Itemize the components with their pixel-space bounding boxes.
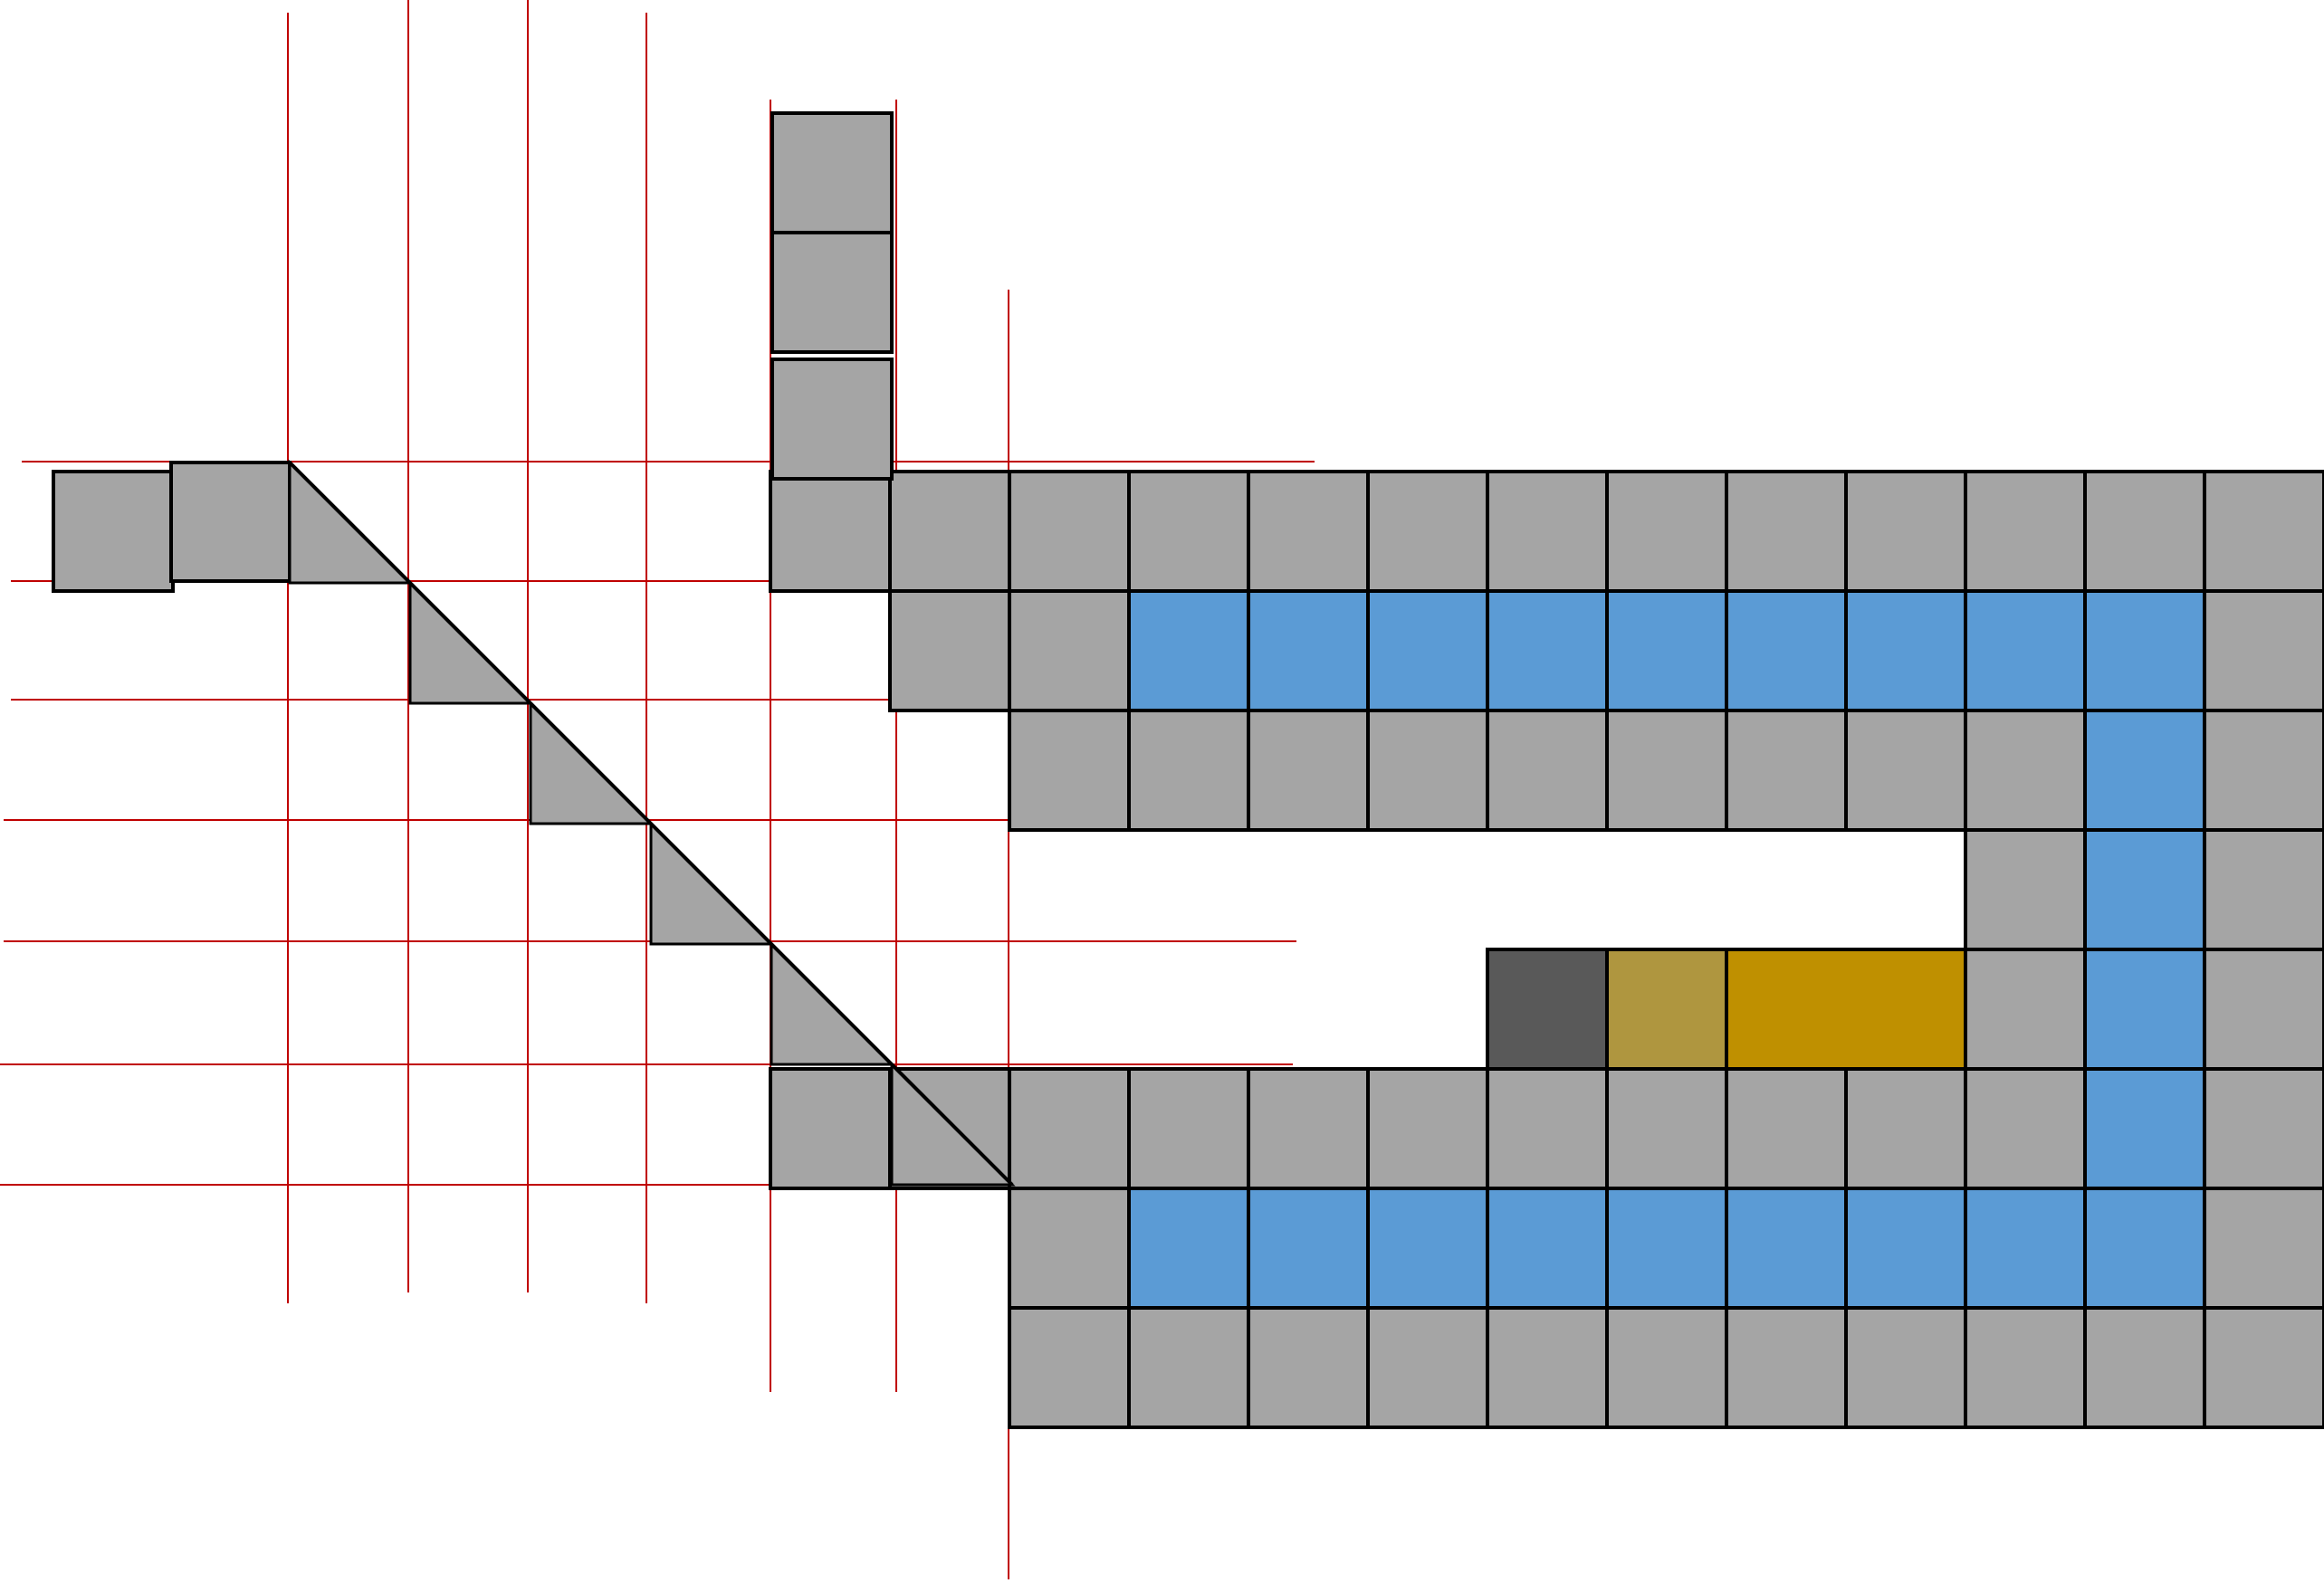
grid-cell-wall (1607, 1069, 1726, 1188)
grid-cell-wall (2204, 830, 2324, 949)
grid-cell-wall (1368, 710, 1487, 830)
grid-cell-wall (2085, 472, 2204, 591)
corner-cell (171, 463, 290, 581)
grid-cell-path (1726, 591, 1846, 710)
grid-cell-path (1726, 1188, 1846, 1308)
grid-cell-path (1129, 1188, 1248, 1308)
grid-cell-olive (1607, 949, 1726, 1069)
grid-cell-wall (1487, 1069, 1607, 1188)
grid-cell-path (1607, 591, 1726, 710)
grid-cell-wall (2204, 1308, 2324, 1427)
grid-cell-path (1368, 591, 1487, 710)
grid-cell-wall (1129, 710, 1248, 830)
grid-cell-wall (1846, 472, 1965, 591)
grid-cell-wall (2085, 1308, 2204, 1427)
grid-cell-wall (1129, 1069, 1248, 1188)
grid-cell-path (1846, 591, 1965, 710)
grid-cell-wall (1726, 472, 1846, 591)
grid-cell-wall (1846, 1308, 1965, 1427)
grid-cell-wall (1368, 1069, 1487, 1188)
grid-cell-path (2085, 591, 2204, 710)
grid-cell-wall (1248, 472, 1368, 591)
grid-cell-wall (1129, 1308, 1248, 1427)
grid-cell-path (2085, 949, 2204, 1069)
grid-cell-wall (1368, 472, 1487, 591)
grid-cell-wall (53, 472, 173, 591)
grid-cell-wall (1487, 1308, 1607, 1427)
grid-cell-wall (1129, 472, 1248, 591)
grid-cell-path (2085, 710, 2204, 830)
grid-cell-path (1607, 1188, 1726, 1308)
grid-cell-wall (1965, 830, 2085, 949)
column-cell (772, 359, 892, 479)
grid-cell-dark (1487, 949, 1607, 1069)
grid-cell-path (1248, 591, 1368, 710)
grid-cell-wall (1009, 591, 1129, 710)
grid-cell-wall (1009, 1308, 1129, 1427)
grid-cell-wall (1368, 1308, 1487, 1427)
grid-cell-wall (1965, 1069, 2085, 1188)
grid-cell-path (1965, 1188, 2085, 1308)
grid-cell-wall (1009, 1069, 1129, 1188)
grid-cell-path (1368, 1188, 1487, 1308)
column-cell (772, 233, 892, 352)
grid-cell-wall (1726, 1308, 1846, 1427)
grid-cell-wall (1487, 710, 1607, 830)
grid-cell-wall (2204, 1069, 2324, 1188)
grid-cell-wall (2204, 591, 2324, 710)
grid-cell-wall (1248, 1308, 1368, 1427)
grid-cell-wall (2204, 1188, 2324, 1308)
grid-cell-wall (2204, 710, 2324, 830)
grid-cell-wall (1846, 1069, 1965, 1188)
grid-cell-path (1965, 591, 2085, 710)
grid-cell-wall (890, 472, 1009, 591)
grid-cell-wall (890, 591, 1009, 710)
vertical-column (772, 113, 892, 479)
grid-cell-wall (1607, 1308, 1726, 1427)
grid-cell-wall (770, 1069, 890, 1188)
grid-cell-wall (1965, 710, 2085, 830)
grid-cell-wall (1248, 1069, 1368, 1188)
grid-cell-gold (1726, 949, 1965, 1069)
grid-cell-wall (1607, 472, 1726, 591)
grid-cell-wall (1726, 710, 1846, 830)
grid-cell-wall (1009, 710, 1129, 830)
grid-cell-wall (1965, 949, 2085, 1069)
grid-cell-wall (1965, 1308, 2085, 1427)
grid-cell-path (1846, 1188, 1965, 1308)
grid-cell-wall (1009, 1188, 1129, 1308)
grid-cell-path (2085, 1069, 2204, 1188)
grid-cell-wall (1009, 472, 1129, 591)
grid-cell-wall (1248, 710, 1368, 830)
column-cell (772, 113, 892, 233)
grid-cell-path (1129, 591, 1248, 710)
grid-cell-path (1487, 591, 1607, 710)
grid-cell-path (1487, 1188, 1607, 1308)
grid-cell-wall (2204, 949, 2324, 1069)
grid-cell-path (2085, 830, 2204, 949)
grid-cell-path (1248, 1188, 1368, 1308)
grid-cell-wall (1607, 710, 1726, 830)
grid-cell-path (2085, 1188, 2204, 1308)
grid-cell-wall (1965, 472, 2085, 591)
grid-cell-wall (1726, 1069, 1846, 1188)
grid-cell-wall (2204, 472, 2324, 591)
grid-cell-wall (770, 472, 890, 591)
grid-cell-wall (1487, 472, 1607, 591)
grid-cell-wall (1846, 710, 1965, 830)
